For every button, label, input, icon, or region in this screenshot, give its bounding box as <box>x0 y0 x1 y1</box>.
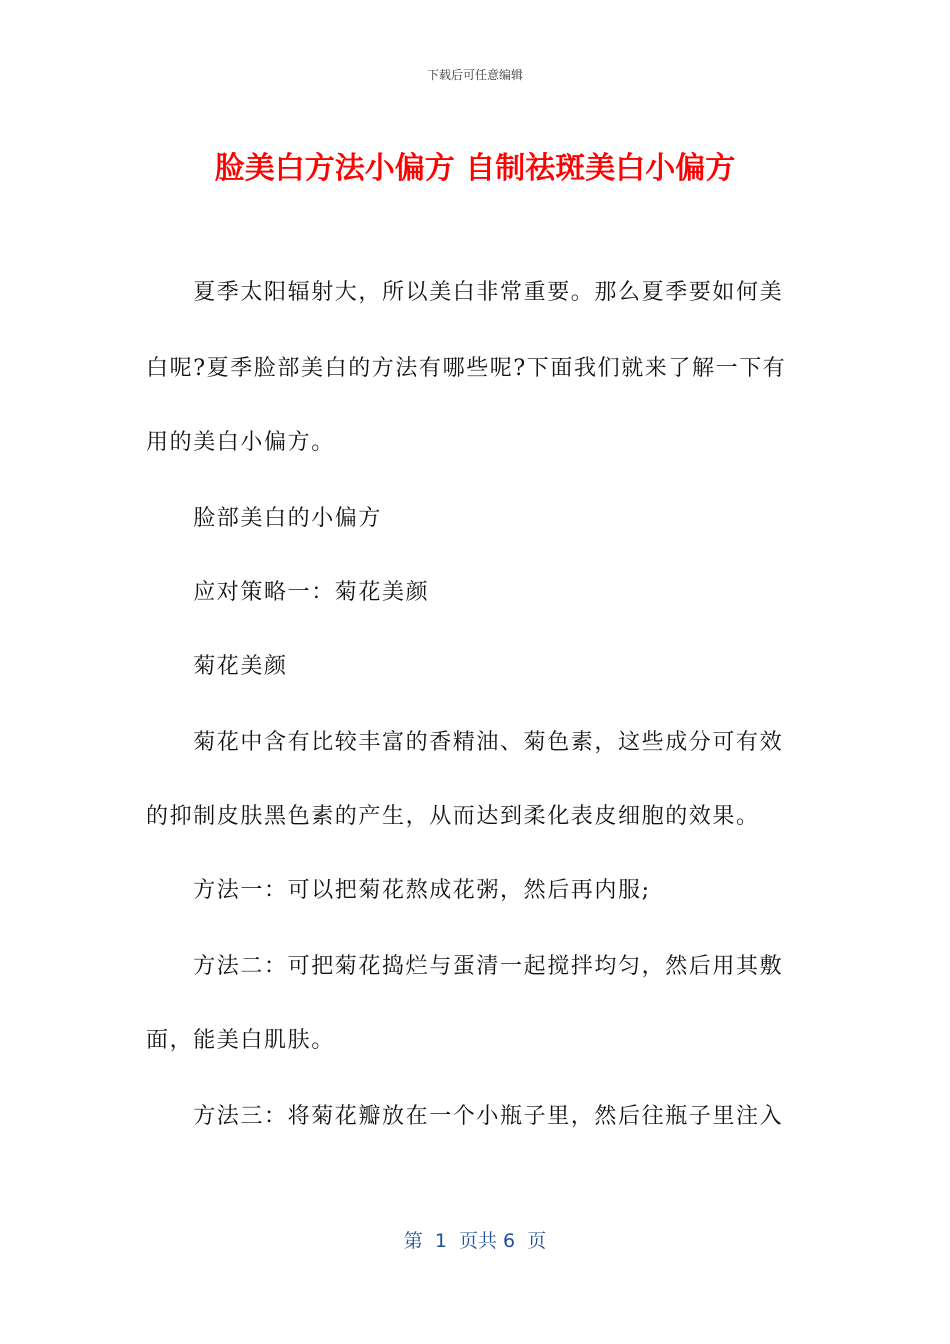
paragraph-line: 方法三：将菊花瓣放在一个小瓶子里，然后往瓶子里注入 <box>146 1104 784 1129</box>
page-number-footer: 第 1 页共 6 页 <box>403 1230 547 1252</box>
paragraph-line: 脸部美白的小偏方 <box>146 506 383 531</box>
header-note: 下载后可任意编辑 <box>426 68 523 82</box>
paragraph-line: 方法二：可把菊花捣烂与蛋清一起搅拌均匀，然后用其敷 <box>146 954 784 979</box>
paragraph-line: 菊花中含有比较丰富的香精油、菊色素，这些成分可有效 <box>146 730 784 755</box>
paragraph-line: 白呢?夏季脸部美白的方法有哪些呢?下面我们就来了解一下有 <box>146 356 787 381</box>
paragraph-line: 面，能美白肌肤。 <box>146 1028 335 1053</box>
paragraph-line: 夏季太阳辐射大，所以美白非常重要。那么夏季要如何美 <box>146 280 784 305</box>
paragraph-line: 用的美白小偏方。 <box>146 430 335 455</box>
paragraph-line: 菊花美颜 <box>146 654 288 679</box>
paragraph-line: 应对策略一：菊花美颜 <box>146 580 430 605</box>
paragraph-line: 的抑制皮肤黑色素的产生，从而达到柔化表皮细胞的效果。 <box>146 804 760 829</box>
paragraph-line: 方法一：可以把菊花熬成花粥，然后再内服; <box>146 878 651 903</box>
document-title: 脸美白方法小偏方 自制祛斑美白小偏方 <box>214 151 736 186</box>
